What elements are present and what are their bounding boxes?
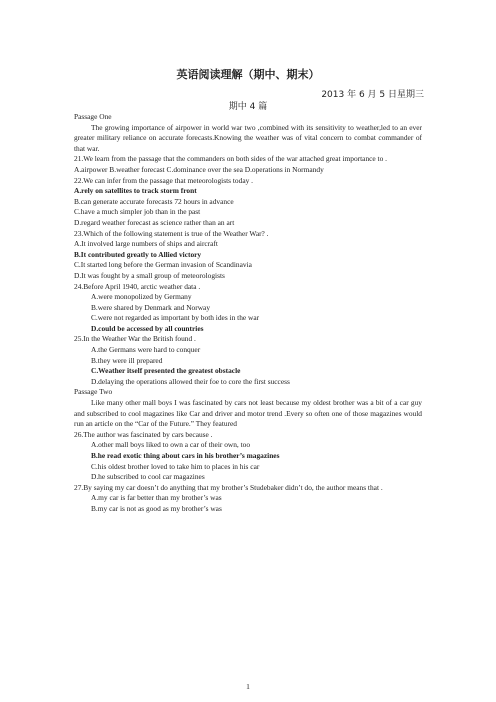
question-22-option-a: A.rely on satellites to track storm front bbox=[74, 186, 197, 196]
passage-one-heading: Passage One bbox=[74, 112, 112, 121]
question-23-option-a: A.It involved large numbers of ships and aircraft bbox=[74, 239, 218, 249]
passage-two-heading: Passage Two bbox=[74, 387, 113, 397]
question-27-option-a: A.my car is far better than my brother’s was bbox=[91, 493, 222, 503]
document-date: 2013 年 6 月 5 日星期三 bbox=[321, 90, 424, 100]
question-23-option-c: C.It started long before the German invasion of Scandinavia bbox=[74, 260, 252, 270]
question-25-option-b: B.they were ill prepared bbox=[91, 355, 163, 365]
question-24-option-b: B.were shared by Denmark and Norway bbox=[91, 302, 211, 312]
question-26-option-c: C.his oldest brother loved to take him to places in his car bbox=[91, 461, 260, 471]
question-24-option-c: C.were not regarded as important by both ides in the war bbox=[91, 313, 260, 323]
question-25-option-a: A.the Germans were hard to conquer bbox=[91, 345, 201, 355]
passage-one-text: The growing importance of airpower in world war two ,combined with its sensitivity to weather,led to an ever greater military reliance on accurate forecasts.Knowing the weather was of vital concern to combat commander of that war. bbox=[74, 122, 422, 153]
question-22-option-b: B.can generate accurate forecasts 72 hours in advance bbox=[74, 196, 234, 206]
document-subtitle: 期中 4 篇 bbox=[228, 102, 268, 112]
question-24-option-a: A.were monopolized by Germany bbox=[91, 292, 192, 302]
question-21: 21.We learn from the passage that the commanders on both sides of the war attached great importance to . bbox=[74, 154, 387, 164]
question-26-option-b: B.he read exotic thing about cars in his brother’s magazines bbox=[91, 451, 280, 460]
document-body bbox=[74, 112, 422, 515]
question-27: 27.By saying my car doesn’t do anything that my brother’s Studebaker didn’t do, the author means that . bbox=[74, 482, 383, 492]
question-27-option-b: B.my car is not as good as my brother’s was bbox=[91, 503, 222, 513]
question-21-options: A.airpower B.weather forecast C.dominance over the sea D.operations in Normandy bbox=[74, 164, 324, 174]
question-26: 26.The author was fascinated by cars because . bbox=[74, 429, 213, 439]
question-26-option-d: D.he subscribed to cool car magazines bbox=[91, 472, 205, 482]
question-25-option-c: C.Weather itself presented the greatest obstacle bbox=[91, 366, 241, 376]
question-22-option-c: C.have a much simpler job than in the past bbox=[74, 207, 201, 217]
question-23-option-d: D.It was fought by a small group of meteorologists bbox=[74, 270, 225, 280]
question-26-option-a: A.other mall boys liked to own a car of their own, too bbox=[91, 440, 251, 450]
page-number: 1 bbox=[246, 682, 250, 691]
document-title: 英语阅读理解（期中、期末） bbox=[176, 68, 320, 81]
question-23: 23.Which of the following statement is true of the Weather War? . bbox=[74, 228, 269, 238]
question-24: 24.Before April 1940, arctic weather data . bbox=[74, 281, 201, 291]
passage-two-text: Like many other mall boys I was fascinated by cars not least because my oldest brother was a bit of a car guy and subscribed to cool magazines like Car and driver and motor trend .Every so often one of those magazines would run an article on the “Car of the Future.” They featured bbox=[74, 398, 422, 429]
question-22-option-d: D.regard weather forecast as science rather than an art bbox=[74, 217, 235, 227]
question-24-option-d: D.could be accessed by all countries bbox=[91, 323, 204, 333]
question-23-option-b: B.It contributed greatly to Allied victory bbox=[74, 249, 202, 259]
question-22: 22.We can infer from the passage that meteorologists today . bbox=[74, 175, 253, 185]
question-25-option-d: D.delaying the operations allowed their foe to core the first success bbox=[91, 376, 290, 386]
question-25: 25.In the Weather War the British found . bbox=[74, 334, 196, 344]
